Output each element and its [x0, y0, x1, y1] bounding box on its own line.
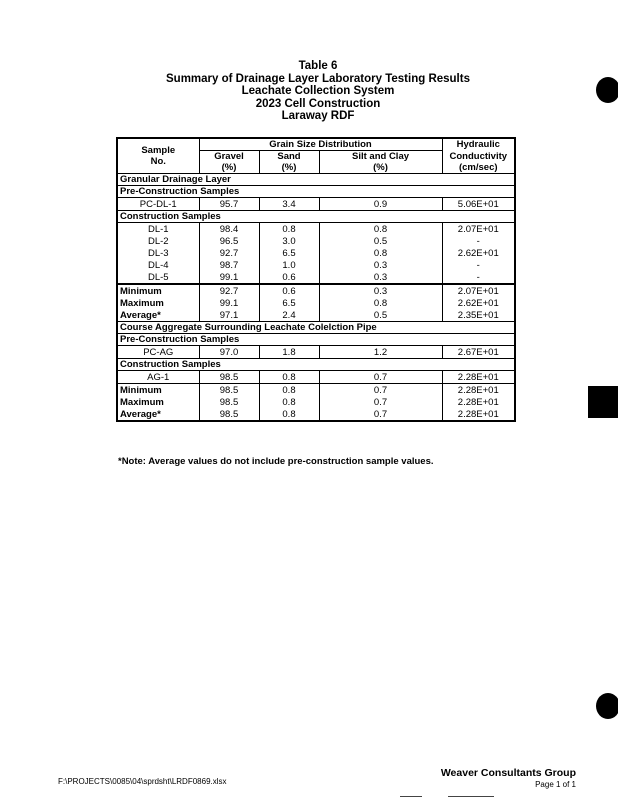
stat-row: [117, 297, 515, 309]
footnote: *Note: Average values do not include pre-construction sample values.: [118, 456, 434, 467]
gravel-cell: 95.7: [199, 198, 259, 211]
table-row: [117, 346, 515, 359]
silt-clay-cell: 0.7: [319, 396, 442, 408]
stat-row: [117, 408, 515, 421]
hydraulic-conductivity-cell: 2.28E+01: [442, 371, 515, 384]
table-row: [117, 198, 515, 211]
sand-cell: 6.5: [259, 247, 319, 259]
stat-row: [117, 396, 515, 408]
gravel-cell: 92.7: [199, 284, 259, 297]
subsection-pre-construction: [117, 186, 515, 198]
hydraulic-conductivity-cell: 2.35E+01: [457, 309, 499, 321]
table-subtitle-construction: 2023 Cell Construction: [255, 97, 381, 110]
header-grain-size: Grain Size Distribution: [199, 138, 442, 151]
silt-clay-cell: 0.3: [319, 284, 442, 297]
header-hydraulic-2: Conductivity: [449, 150, 508, 162]
silt-clay-cell: 0.5: [319, 235, 442, 247]
binder-hole-bottom: [596, 693, 618, 719]
header-sample-no: [117, 138, 199, 174]
sand-cell: 0.8: [259, 384, 319, 397]
sample-no-cell: DL-5: [117, 271, 199, 284]
gravel-cell: 98.5: [199, 396, 259, 408]
table-row: [117, 223, 515, 236]
header-silt-clay: Silt and Clay: [319, 151, 442, 163]
table-row: [117, 271, 515, 284]
header-sample-line2: No.: [150, 156, 166, 167]
silt-clay-cell: 0.7: [319, 371, 442, 384]
sample-no-cell: AG-1: [117, 371, 199, 384]
table-row: [117, 371, 515, 384]
table-subtitle-system: Leachate Collection System: [241, 85, 395, 97]
stat-row: [117, 384, 515, 397]
header-gravel-unit: (%): [199, 162, 259, 174]
gravel-cell: 99.1: [199, 297, 259, 309]
silt-clay-cell: 1.2: [319, 346, 442, 359]
table-row: [117, 259, 515, 271]
section-granular-drainage: [117, 174, 515, 186]
subsection-construction-label: Construction Samples: [117, 359, 515, 371]
table-row: [117, 247, 515, 259]
scan-mark: [448, 796, 494, 797]
hydraulic-conductivity-cell: 5.06E+01: [442, 198, 515, 211]
table-number: Table 6: [298, 60, 338, 72]
sand-cell: 0.8: [259, 371, 319, 384]
results-table: [116, 137, 516, 422]
gravel-cell: 92.7: [199, 247, 259, 259]
header-sand-unit: (%): [259, 162, 319, 174]
silt-clay-cell: 0.8: [319, 223, 442, 236]
hydraulic-conductivity-cell: 2.67E+01: [442, 346, 515, 359]
section-course-aggregate: [117, 322, 515, 334]
sand-cell: 0.8: [259, 396, 319, 408]
subsection-construction-label: Construction Samples: [117, 211, 515, 223]
subsection-pre-construction-label: Pre-Construction Samples: [117, 186, 515, 198]
sample-no-cell: PC-DL-1: [117, 198, 199, 211]
file-path: F:\PROJECTS\0085\04\sprdsht\LRDF0869.xlsx: [58, 777, 227, 786]
sample-no-cell: DL-3: [117, 247, 199, 259]
subsection-pre-construction-label: Pre-Construction Samples: [117, 334, 515, 346]
sand-cell: 0.6: [259, 284, 319, 297]
header-hydraulic-1: Hydraulic: [456, 139, 500, 151]
sand-cell: 3.0: [259, 235, 319, 247]
sample-no-cell: DL-2: [117, 235, 199, 247]
hydraulic-conductivity-cell: -: [476, 271, 480, 283]
sample-no-cell: DL-4: [117, 259, 199, 271]
stat-label: Minimum: [117, 284, 199, 297]
table-title-block: [0, 60, 618, 123]
section-course-aggregate-label: Course Aggregate Surrounding Leachate Colelction Pipe: [117, 322, 515, 334]
subsection-construction: [117, 211, 515, 223]
hydraulic-conductivity-cell: 2.07E+01: [442, 284, 515, 297]
gravel-cell: 96.5: [199, 235, 259, 247]
subsection-construction: [117, 359, 515, 371]
sand-cell: 2.4: [259, 309, 319, 322]
sand-cell: 0.8: [259, 223, 319, 236]
sand-cell: 0.8: [259, 408, 319, 421]
hydraulic-conductivity-cell: 2.28E+01: [457, 408, 499, 420]
gravel-cell: 98.4: [199, 223, 259, 236]
silt-clay-cell: 0.3: [319, 271, 442, 284]
gravel-cell: 98.5: [199, 408, 259, 421]
silt-clay-cell: 0.9: [319, 198, 442, 211]
scan-mark: [400, 796, 422, 797]
hydraulic-conductivity-cell: 2.28E+01: [457, 384, 499, 396]
sand-cell: 6.5: [259, 297, 319, 309]
binder-hole-top: [596, 77, 618, 103]
page-number: Page 1 of 1: [535, 780, 576, 789]
silt-clay-cell: 0.8: [319, 297, 442, 309]
header-hydraulic-unit: (cm/sec): [442, 162, 515, 174]
company-name: Weaver Consultants Group: [440, 767, 576, 779]
sand-cell: 1.8: [259, 346, 319, 359]
stat-label: Average*: [117, 309, 199, 322]
silt-clay-cell: 0.7: [319, 408, 442, 421]
header-sample-line1: Sample: [141, 145, 176, 156]
sand-cell: 1.0: [259, 259, 319, 271]
hydraulic-conductivity-cell: 2.62E+01: [457, 247, 499, 259]
stat-label: Maximum: [117, 396, 199, 408]
silt-clay-cell: 0.5: [319, 309, 442, 322]
stat-label: Average*: [117, 408, 199, 421]
silt-clay-cell: 0.3: [319, 259, 442, 271]
scan-mark-block: [588, 386, 618, 418]
section-granular-drainage-label: Granular Drainage Layer: [117, 174, 515, 186]
gravel-cell: 98.5: [199, 384, 259, 397]
subsection-pre-construction: [117, 334, 515, 346]
sand-cell: 3.4: [259, 198, 319, 211]
gravel-cell: 97.0: [199, 346, 259, 359]
header-sand: Sand: [259, 151, 319, 163]
stat-row: [117, 309, 515, 322]
sample-no-cell: PC-AG: [117, 346, 199, 359]
header-silt-clay-unit: (%): [319, 162, 442, 174]
hydraulic-conductivity-cell: 2.28E+01: [457, 396, 499, 408]
silt-clay-cell: 0.7: [319, 384, 442, 397]
gravel-cell: 97.1: [199, 309, 259, 322]
stat-label: Minimum: [117, 384, 199, 397]
gravel-cell: 99.1: [199, 271, 259, 284]
hydraulic-conductivity-cell: -: [476, 235, 480, 247]
header-gravel: Gravel: [199, 151, 259, 163]
hydraulic-conductivity-cell: 2.07E+01: [457, 223, 499, 235]
hydraulic-conductivity-cell: 2.62E+01: [457, 297, 499, 309]
silt-clay-cell: 0.8: [319, 247, 442, 259]
gravel-cell: 98.5: [199, 371, 259, 384]
sand-cell: 0.6: [259, 271, 319, 284]
table-row: [117, 235, 515, 247]
hydraulic-conductivity-cell: -: [476, 259, 480, 271]
stat-label: Maximum: [117, 297, 199, 309]
sample-no-cell: DL-1: [117, 223, 199, 236]
table-subtitle-site: Laraway RDF: [281, 110, 355, 122]
table-title: Summary of Drainage Layer Laboratory Testing Results: [166, 72, 470, 85]
stat-row: [117, 284, 515, 297]
gravel-cell: 98.7: [199, 259, 259, 271]
